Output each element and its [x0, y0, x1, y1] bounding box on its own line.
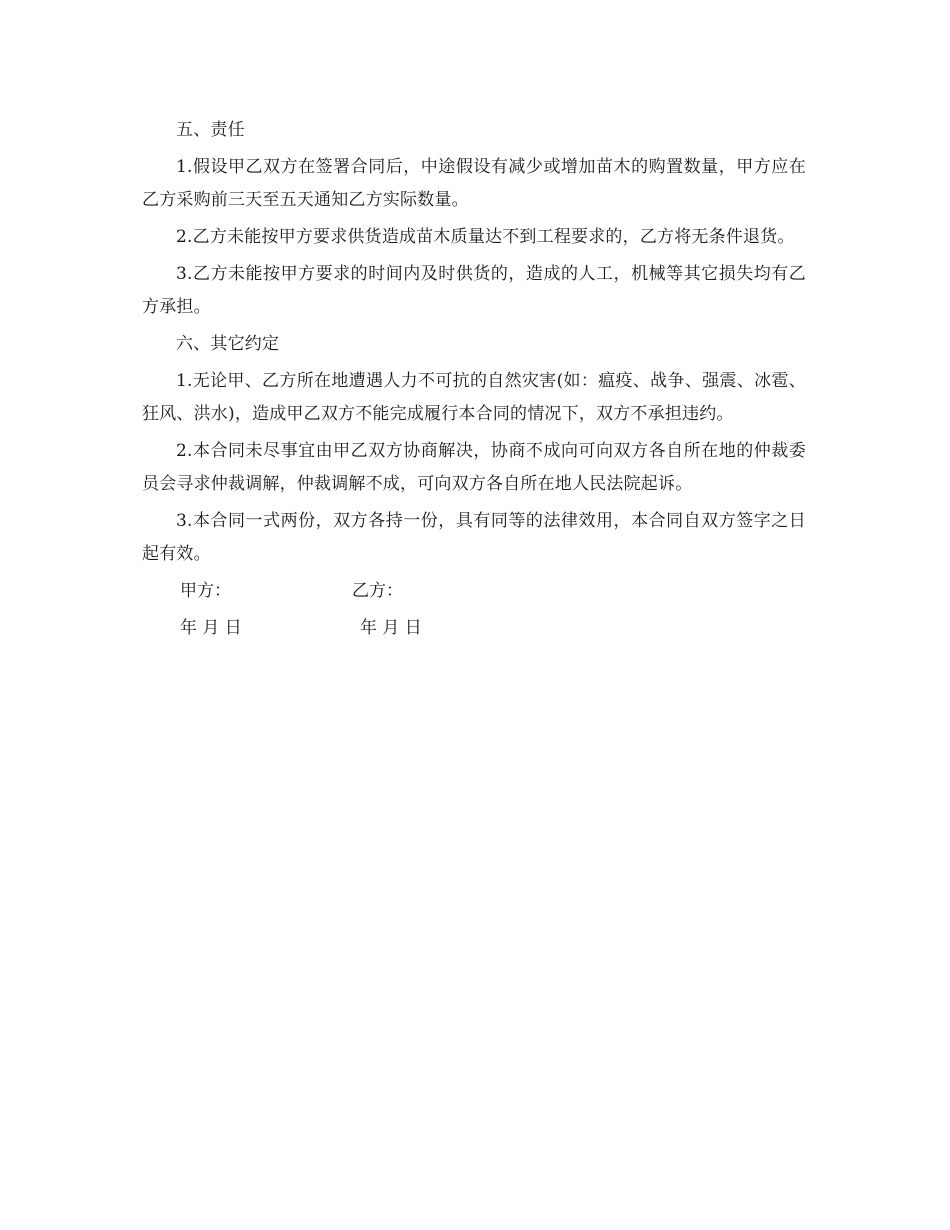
section-6-title: 六、其它约定	[176, 334, 280, 354]
party-b-signature-label: 乙方：	[352, 581, 403, 601]
section-6-item-3: 3.本合同一式两份，双方各持一份，具有同等的法律效用，本合同自双方签字之日起有效。	[142, 511, 806, 564]
section-6-item-1: 1.无论甲、乙方所在地遭遇人力不可抗的自然灾害(如：瘟疫、战争、强震、冰雹、狂风、洪水)，造成甲乙双方不能完成履行本合同的情况下，双方不承担违约。	[142, 371, 806, 424]
section-5-item-1: 1.假设甲乙双方在签署合同后，中途假设有减少或增加苗木的购置数量，甲方应在乙方采购前三天至五天通知乙方实际数量。	[142, 157, 806, 210]
section-5-item-2: 2.乙方未能按甲方要求供货造成苗木质量达不到工程要求的，乙方将无条件退货。	[176, 227, 795, 247]
party-b-date: 年 月 日	[360, 618, 422, 638]
section-5-item-3: 3.乙方未能按甲方要求的时间内及时供货的，造成的人工，机械等其它损失均有乙方承担。	[142, 264, 806, 317]
party-a-signature-label: 甲方：	[180, 581, 231, 601]
signature-row	[142, 575, 806, 608]
section-6-item-2: 2.本合同未尽事宜由甲乙双方协商解决，协商不成向可向双方各自所在地的仲裁委员会寻求仲裁调解，仲裁调解不成，可向双方各自所在地人民法院起诉。	[142, 441, 806, 494]
party-a-date: 年 月 日	[180, 618, 242, 638]
section-5-title: 五、责任	[176, 120, 245, 140]
contract-page	[142, 114, 806, 649]
date-row	[142, 612, 806, 645]
